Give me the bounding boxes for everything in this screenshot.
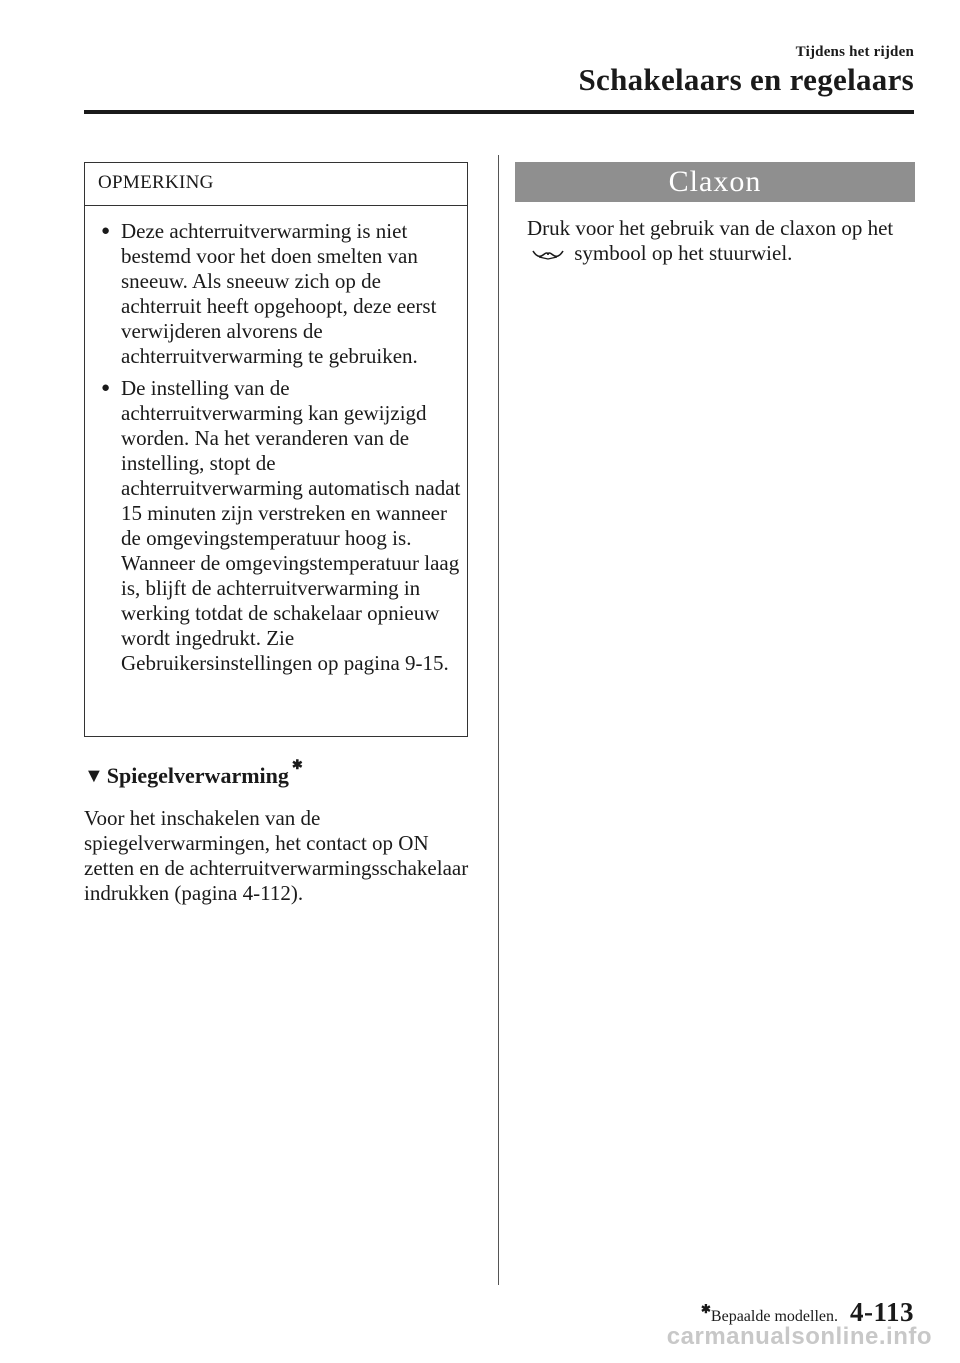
spiegel-body: Voor het inschakelen van de spiegelverwarmingen, het contact op ON zetten en de achterruitverwarmingsschakelaar indrukken (pagina 4-112). xyxy=(84,806,469,905)
claxon-body xyxy=(527,216,907,266)
footer-note: Bepaalde modellen. xyxy=(710,1308,838,1325)
triangle-marker-icon: ▼ xyxy=(84,764,104,787)
claxon-banner: Claxon xyxy=(515,162,915,202)
watermark: carmanualsonline.info xyxy=(666,1323,932,1350)
column-divider xyxy=(498,155,499,1285)
note-item xyxy=(99,219,461,369)
spiegel-heading xyxy=(84,757,303,789)
bullet-icon: ● xyxy=(101,223,111,239)
spiegel-heading-text: Spiegelverwarming xyxy=(106,763,289,788)
claxon-text-after: symbool op het stuurwiel. xyxy=(574,241,793,265)
claxon-text-before: Druk voor het gebruik van de claxon op het xyxy=(527,216,894,240)
asterisk-icon: ✱ xyxy=(291,757,303,772)
note-item-text: De instelling van de achterruitverwarming kan gewijzigd worden. Na het veranderen van de instelling, stopt de achterruitverwarming automatisch nadat 15 minuten zijn verstreken en wanneer de omgevingstemperatuur hoog is. Wanneer de omgevingstemperatuur laag is, blijft de achterruitverwarming in werking totdat de schakelaar opnieuw wordt ingedrukt. Zie Gebruikersinstellingen op pagina 9-15. xyxy=(121,376,461,675)
note-item xyxy=(99,376,461,676)
horn-icon xyxy=(531,248,565,262)
asterisk-icon: ✱ xyxy=(700,1302,711,1316)
note-title-rule xyxy=(85,205,467,206)
note-item-text: Deze achterruitverwarming is niet bestemd voor het doen smelten van sneeuw. Als sneeuw zich op de achterruit heeft opgehoopt, deze eerst verwijderen alvorens de achterruitverwarming te gebruiken. xyxy=(121,219,437,368)
header-title: Schakelaars en regelaars xyxy=(578,62,914,97)
page-number: 4-113 xyxy=(849,1297,914,1327)
note-title: OPMERKING xyxy=(98,172,214,193)
bullet-icon: ● xyxy=(101,380,111,396)
note-box xyxy=(84,162,468,737)
header-rule xyxy=(84,110,914,114)
header-section: Tijdens het rijden xyxy=(795,44,914,60)
